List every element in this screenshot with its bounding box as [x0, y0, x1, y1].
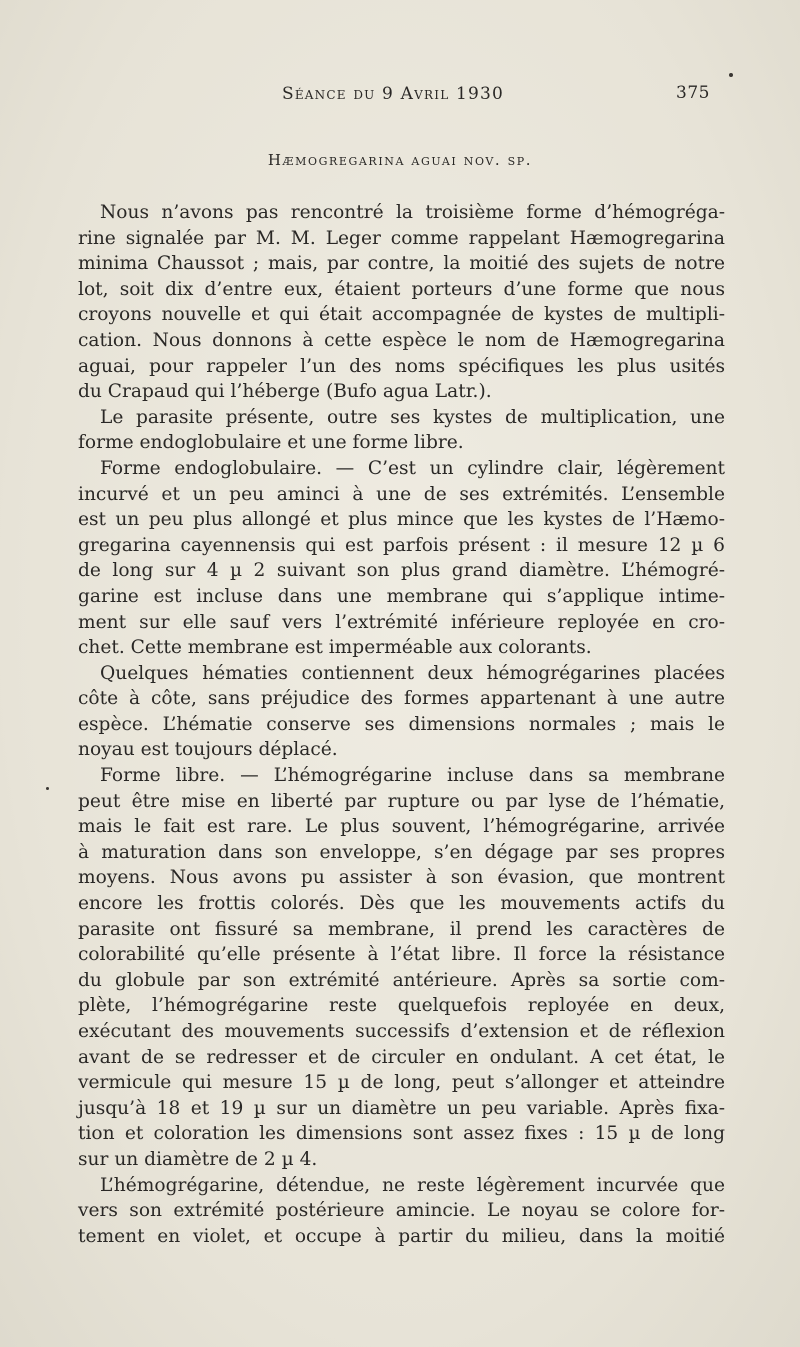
text-line: côte à côte, sans préjudice des formes appartenant à une autre: [78, 688, 725, 710]
text-line: du globule par son extrémité antérieure. Après sa sortie com-: [78, 969, 725, 991]
text-line: rine signalée par M. M. Leger comme rappelant Hæmogregarina: [78, 227, 725, 249]
text-line: jusqu’à 18 et 19 µ sur un diamètre un peu variable. Après fixa-: [78, 1097, 725, 1119]
text-line: à maturation dans son enveloppe, s’en dégage par ses propres: [78, 841, 725, 863]
print-speck: [46, 787, 49, 790]
text-line: lot, soit dix d’entre eux, étaient porteurs d’une forme que nous: [78, 278, 725, 300]
section-title: Hæmogregarina aguai nov. sp.: [267, 151, 533, 169]
text-line: parasite ont fissuré sa membrane, il prend les caractères de: [78, 918, 725, 940]
text-line: est un peu plus allongé et plus mince que les kystes de l’Hæmo-: [78, 509, 725, 531]
body-text: [78, 200, 725, 1249]
running-head: [0, 84, 800, 114]
text-line: aguai, pour rappeler l’un des noms spécifiques les plus usités: [78, 355, 725, 377]
text-line: avant de se redresser et de circuler en ondulant. A cet état, le: [78, 1046, 725, 1068]
text-line: Nous n’avons pas rencontré la troisième forme d’hémogréga-: [100, 202, 725, 223]
text-line: tion et coloration les dimensions sont assez fixes : 15 µ de long: [78, 1123, 725, 1145]
text-line: forme endoglobulaire et une forme libre.: [78, 432, 464, 454]
text-line: garine est incluse dans une membrane qui s’applique intime-: [78, 585, 725, 607]
text-line: croyons nouvelle et qui était accompagnée de kystes de multipli-: [78, 304, 725, 326]
text-line: de long sur 4 µ 2 suivant son plus grand diamètre. L’hémogré-: [78, 560, 725, 582]
text-line: incurvé et un peu aminci à une de ses extrémités. L’ensemble: [78, 483, 725, 505]
text-line: sur un diamètre de 2 µ 4.: [78, 1148, 318, 1170]
text-line: vers son extrémité postérieure amincie. Le noyau se colore for-: [78, 1200, 725, 1222]
text-line: chet. Cette membrane est imperméable aux colorants.: [78, 637, 592, 659]
page-number: 375: [676, 83, 710, 103]
text-line: L’hémogrégarine, détendue, ne reste légèrement incurvée que: [100, 1174, 725, 1196]
text-line: exécutant des mouvements successifs d’extension et de réflexion: [78, 1021, 725, 1042]
text-line: Le parasite présente, outre ses kystes de multiplication, une: [100, 406, 725, 428]
text-line: encore les frottis colorés. Dès que les mouvements actifs du: [78, 893, 725, 915]
text-line: du Crapaud qui l’héberge (Bufo agua Latr.).: [78, 381, 492, 403]
text-line: noyau est toujours déplacé.: [78, 739, 338, 761]
text-line: colorabilité qu’elle présente à l’état libre. Il force la résistance: [78, 944, 725, 966]
text-line: Quelques hématies contiennent deux hémogrégarines placées: [100, 662, 725, 684]
text-line: Forme endoglobulaire. — C’est un cylindre clair, légèrement: [100, 457, 725, 479]
text-line: Forme libre. — L’hémogrégarine incluse dans sa membrane: [100, 765, 725, 787]
text-line: minima Chaussot ; mais, par contre, la moitié des sujets de notre: [78, 253, 725, 275]
text-line: espèce. L’hématie conserve ses dimensions normales ; mais le: [78, 713, 725, 735]
print-speck: [729, 73, 733, 77]
text-line: ment sur elle sauf vers l’extrémité inférieure reployée en cro-: [78, 611, 725, 633]
text-line: plète, l’hémogrégarine reste quelquefois reployée en deux,: [78, 995, 725, 1017]
text-line: mais le fait est rare. Le plus souvent, l’hémogrégarine, arrivée: [78, 816, 725, 838]
text-line: peut être mise en liberté par rupture ou par lyse de l’hématie,: [78, 790, 725, 812]
running-title: Séance du 9 Avril 1930: [282, 84, 505, 104]
text-line: cation. Nous donnons à cette espèce le nom de Hæmogregarina: [78, 329, 725, 351]
text-line: gregarina cayennensis qui est parfois présent : il mesure 12 µ 6: [78, 534, 725, 556]
text-line: tement en violet, et occupe à partir du milieu, dans la moitié: [78, 1225, 725, 1247]
text-line: moyens. Nous avons pu assister à son évasion, que montrent: [78, 867, 725, 889]
text-line: vermicule qui mesure 15 µ de long, peut s’allonger et atteindre: [78, 1072, 725, 1094]
